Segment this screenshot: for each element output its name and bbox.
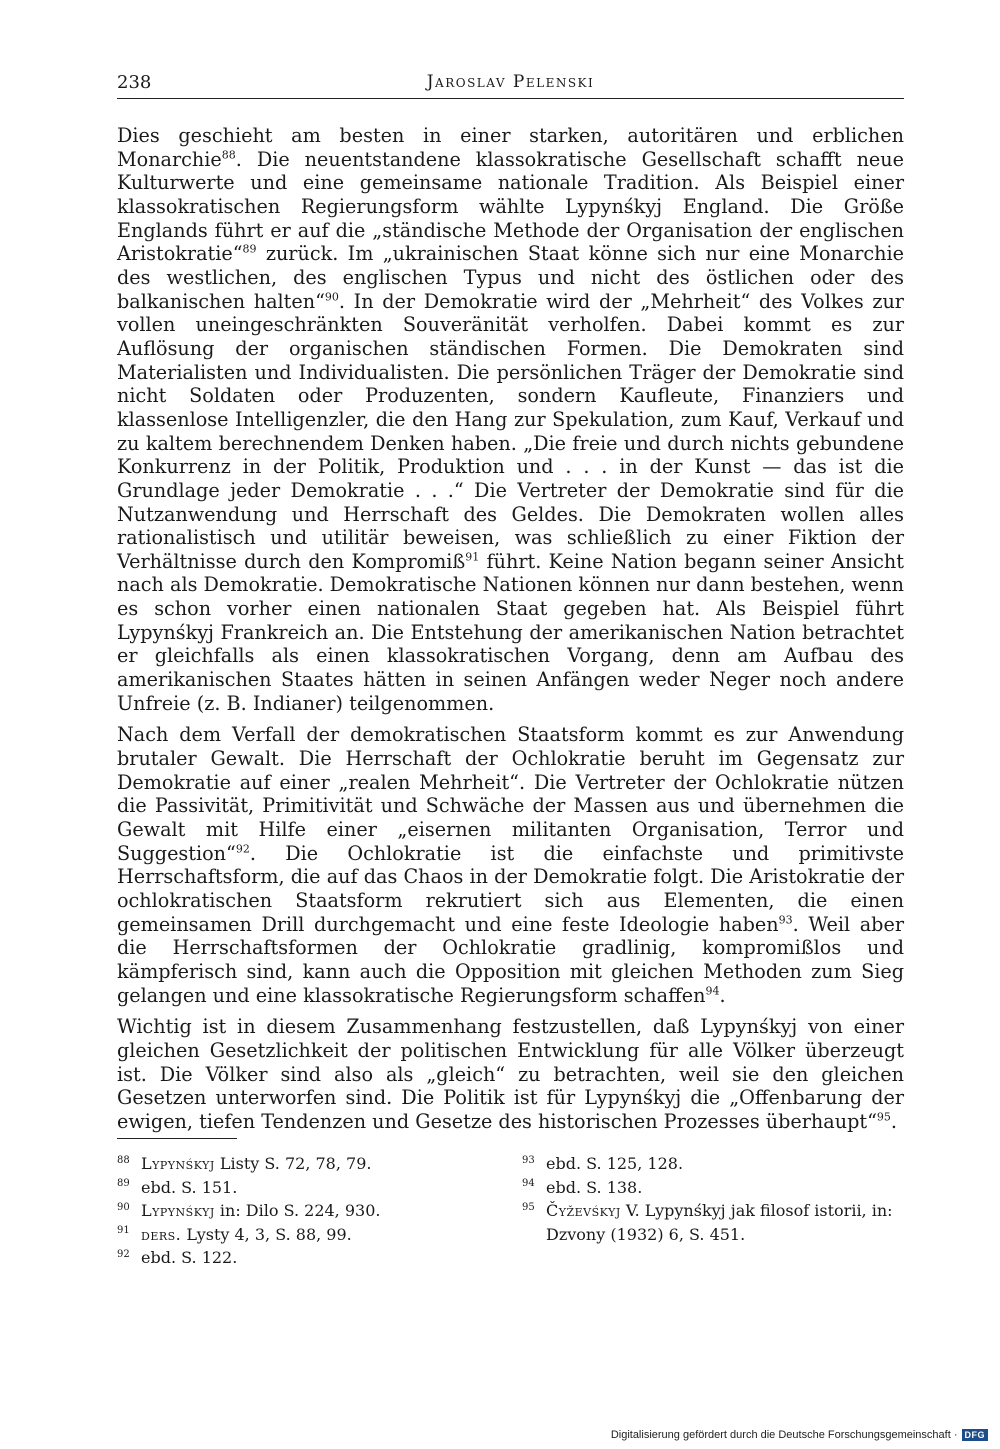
footnote: 90 Lypynśkyj in: Dilo S. 224, 930.: [117, 1201, 381, 1220]
footnote-column-right: [522, 1152, 907, 1246]
footnote-ref[interactable]: 92: [235, 842, 250, 856]
footnote-ref[interactable]: 91: [465, 550, 480, 564]
running-head: Jaroslav Pelenski: [426, 72, 595, 92]
paragraph: Nach dem Verfall der demokratischen Staatsform kommt es zur Anwendung brutaler Gewalt. Die Herrschaft der Ochlokratie beruht im Gegensatz zur Demokratie auf einer „realen Mehrheit“. Die Vertreter der Ochlokratie nützen die Passivität, Primitivität und Schwäche der Massen aus und übernehmen die Gewalt mit Hilfe einer „eisernen militanten Organisation, Terror und Suggestion“$^{92}$. Die Ochlokratie ist die einfachste und primitivste Herrschaftsform, die auf das Chaos in der Demokratie folgt. Die Aristokratie der ochlokratischen Staatsform rekrutiert sich aus Elementen, die einen gemeinsamen Drill durchgemacht und eine feste Ideologie haben$^{93}$. Weil aber die Herrschaftsformen der Ochlokratie gradlinig, kompromißlos und kämpferisch sind, kann auch die Opposition mit gleichen Methoden zum Sieg gelangen und eine klassokratische Regierungsform schaffen$^{94}$.: [117, 723, 904, 1007]
digitization-notice: [611, 1429, 988, 1441]
footnote-ref[interactable]: 90: [324, 290, 339, 304]
page-header: [117, 70, 904, 99]
footnote: 91 ders. Lysty 4, 3, S. 88, 99.: [117, 1224, 352, 1244]
footnote: 88 Lypynśkyj Listy S. 72, 78, 79.: [117, 1154, 372, 1173]
paragraph: Dies geschieht am besten in einer starken, autoritären und erblichen Monarchie$^{88}$. Die neuentstandene klassokratische Gesellschaft schafft neue Kulturwerte und eine gemeinsame nationale Tradition. Als Beispiel einer klassokratischen Regierungsform wählte Lypynśkyj England. Die Größe Englands führt er auf die „ständische Methode der Organisation der englischen Aristokratie“$^{89}$ zurück. Im „ukrainischen Staat könne sich nur eine Monarchie des westlichen, des englischen Typus und nicht des östlichen oder des balkanischen halten“$^{90}$. In der Demokratie wird der „Mehrheit“ des Volkes zur vollen uneingeschränkten Souveränität verholfen. Dabei kommt es zur Auflösung der organischen ständischen Formen. Die Demokraten sind Materialisten und Individualisten. Die persönlichen Träger der Demokratie sind nicht Soldaten oder Produzenten, sondern Kaufleute, Finanziers und klassenlose Intelligenzler, die den Hang zur Spekulation, zum Kauf, Verkauf und zu kaltem berechnendem Denken haben. „Die freie und durch nichts gebundene Konkurrenz in der Politik, Produktion und . . . in der Kunst — das ist die Grundlage jeder Demokratie . . .“ Die Vertreter der Demokratie sind für die Nutzanwendung und Herrschaft des Geldes. Die Demokraten wollen alles rationalistisch und utilitär beweisen, was schließlich zu einer Fiktion der Verhältnisse durch den Kompromiß$^{91}$ führt. Keine Nation begann seiner Ansicht nach als Demokratie. Demokratische Nationen können nur dann bestehen, wenn es schon vorher einen nationalen Staat gegeben hat. Als Beispiel führt Lypynśkyj Frankreich an. Die Entstehung der amerikanischen Nation betrachtet er gleichfalls als einen klassokratischen Vorgang, denn am Aufbau des amerikanischen Staates hätten in seinen Anfängen weder Neger noch andere Unfreie (z. B. Indianer) teilgenommen.: [117, 124, 904, 715]
main-text: [117, 124, 904, 1134]
paragraph: Wichtig ist in diesem Zusammenhang festzustellen, daß Lypynśkyj von einer gleichen Gesetzlichkeit der politischen Entwicklung für alle Völker überzeugt ist. Die Völker sind also als „gleich“ zu betrachten, weil sie den gleichen Gesetzen unterworfen sind. Die Politik ist für Lypynśkyj die „Offenbarung der ewigen, tiefen Tendenzen und Gesetze des historischen Prozesses überhaupt“$^{95}$.: [117, 1015, 904, 1133]
footnote-ref[interactable]: 94: [705, 984, 720, 998]
page-number: 238: [117, 72, 152, 93]
footnote-divider: [117, 1138, 237, 1139]
dfg-logo-icon: DFG: [962, 1429, 989, 1441]
footnote: 95 Čyževśkyj V. Lypynśkyj jak filosof istorii, in: Dzvony (1932) 6, S. 451.: [522, 1201, 893, 1244]
footnote-ref[interactable]: 95: [876, 1110, 891, 1124]
footnote-ref[interactable]: 93: [778, 913, 793, 927]
footnote: 89 ebd. S. 151.: [117, 1177, 238, 1197]
footnote: 93 ebd. S. 125, 128.: [522, 1154, 684, 1173]
footnote-column-left: [117, 1152, 497, 1270]
footnote: 92 ebd. S. 122.: [117, 1248, 238, 1267]
footnote: 94 ebd. S. 138.: [522, 1177, 643, 1197]
footnote-ref[interactable]: 89: [242, 242, 257, 256]
footnote-ref[interactable]: 88: [221, 148, 236, 162]
digitization-text: Digitalisierung gefördert durch die Deutsche Forschungsgemeinschaft ·: [610, 1429, 958, 1441]
